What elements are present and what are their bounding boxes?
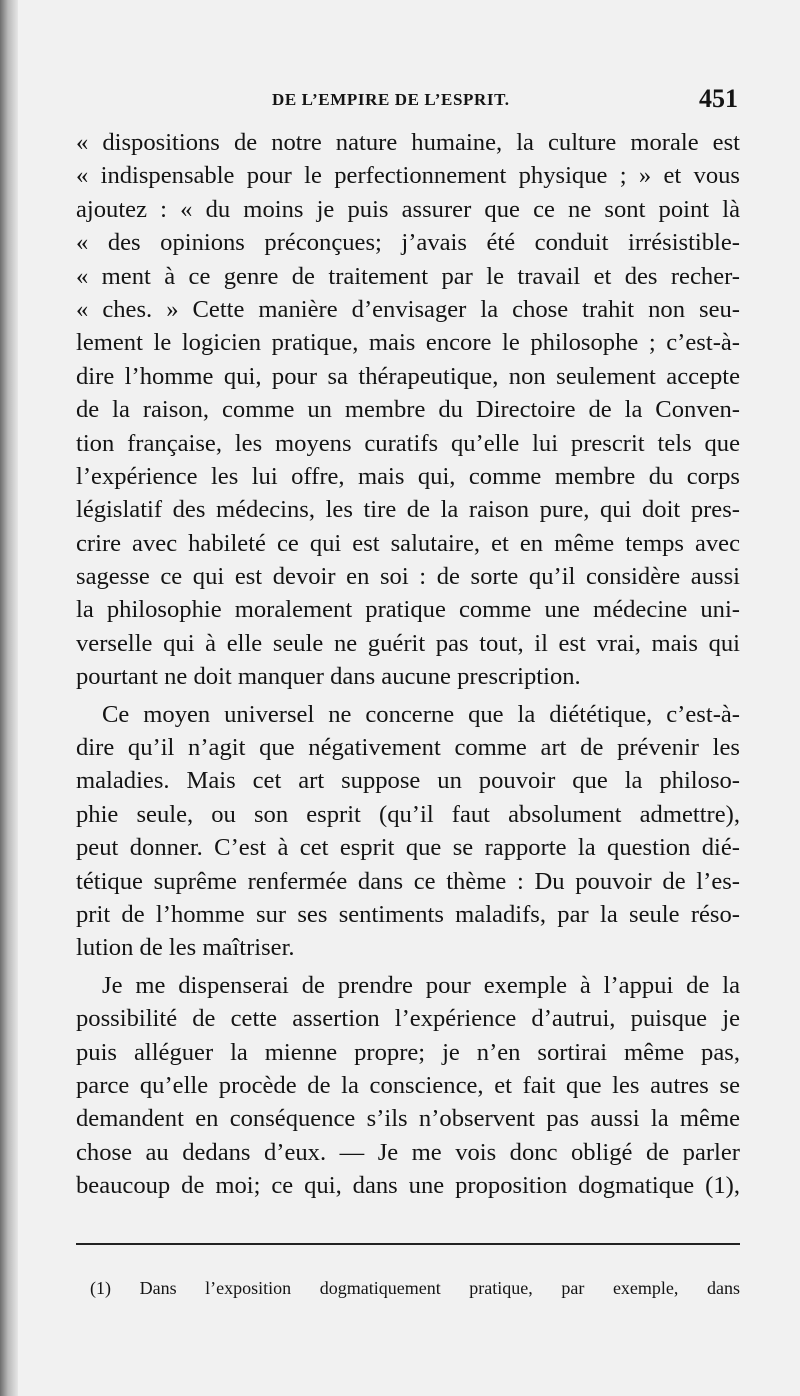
text-line: Je me dispenserai de prendre pour exemple à l’appui de la xyxy=(102,971,740,999)
text-line: puis alléguer la mienne propre; je n’en sortirai même pas, xyxy=(76,1038,740,1066)
paragraph-2 xyxy=(76,698,740,965)
body-text xyxy=(76,126,740,1203)
text-line: dire l’homme qui, pour sa thérapeutique, non seulement accepte xyxy=(76,362,740,390)
paragraph-3 xyxy=(76,969,740,1203)
text-line: « ches. » Cette manière d’envisager la chose trahit non seu- xyxy=(76,295,740,323)
text-line: législatif des médecins, les tire de la raison pure, qui doit pres- xyxy=(76,496,740,524)
footnote xyxy=(76,1276,740,1300)
text-line: prit de l’homme sur ses sentiments maladifs, par la seule réso- xyxy=(76,900,740,928)
text-line: « dispositions de notre nature humaine, la culture morale est xyxy=(76,129,740,156)
text-line: « ment à ce genre de traitement par le travail et des recher- xyxy=(76,262,740,290)
text-line: lution de les maîtriser. xyxy=(76,934,295,962)
page-edge-shadow xyxy=(0,0,18,1396)
text-line: ajoutez : « du moins je puis assurer que ce ne sont point là xyxy=(76,195,740,223)
text-line: peut donner. C’est à cet esprit que se rapporte la question dié- xyxy=(76,834,740,862)
text-line: sagesse ce qui est devoir en soi : de sorte qu’il considère aussi xyxy=(76,563,740,591)
footnote-text: (1) Dans l’exposition dogmatiquement pratique, par exemple, dans xyxy=(90,1278,740,1298)
page-header xyxy=(76,84,740,124)
page-number: 451 xyxy=(699,84,738,113)
text-line: crire avec habileté ce qui est salutaire, et en même temps avec xyxy=(76,529,740,557)
paragraph-1 xyxy=(76,126,740,694)
text-line: lement le logicien pratique, mais encore le philosophe ; c’est-à- xyxy=(76,329,740,357)
text-line: beaucoup de moi; ce qui, dans une proposition dogmatique (1), xyxy=(76,1172,740,1200)
running-title: DE L’EMPIRE DE L’ESPRIT. xyxy=(272,90,510,109)
text-line: chose au dedans d’eux. — Je me vois donc obligé de parler xyxy=(76,1138,740,1166)
text-line: parce qu’elle procède de la conscience, et fait que les autres se xyxy=(76,1071,740,1099)
text-line: tétique suprême renfermée dans ce thème : Du pouvoir de l’es- xyxy=(76,867,740,895)
text-line: la philosophie moralement pratique comme une médecine uni- xyxy=(76,596,740,624)
text-line: l’expérience les lui offre, mais qui, comme membre du corps xyxy=(76,462,740,490)
text-line: « indispensable pour le perfectionnement physique ; » et vous xyxy=(76,162,740,190)
text-line: possibilité de cette assertion l’expérience d’autrui, puisque je xyxy=(76,1005,740,1033)
text-line: dire qu’il n’agit que négativement comme art de prévenir les xyxy=(76,734,740,762)
footnote-rule xyxy=(76,1243,740,1245)
text-line: Ce moyen universel ne concerne que la diététique, c’est-à- xyxy=(102,700,740,728)
text-line: verselle qui à elle seule ne guérit pas tout, il est vrai, mais qui xyxy=(76,629,740,657)
text-line: « des opinions préconçues; j’avais été conduit irrésistible- xyxy=(76,229,740,257)
text-line: tion française, les moyens curatifs qu’elle lui prescrit tels que xyxy=(76,429,740,457)
text-line: maladies. Mais cet art suppose un pouvoir que la philoso- xyxy=(76,767,740,795)
text-line: phie seule, ou son esprit (qu’il faut absolument admettre), xyxy=(76,800,740,828)
text-line: pourtant ne doit manquer dans aucune prescription. xyxy=(76,663,581,691)
text-line: demandent en conséquence s’ils n’observent pas aussi la même xyxy=(76,1105,740,1133)
text-line: de la raison, comme un membre du Directoire de la Conven- xyxy=(76,396,740,424)
